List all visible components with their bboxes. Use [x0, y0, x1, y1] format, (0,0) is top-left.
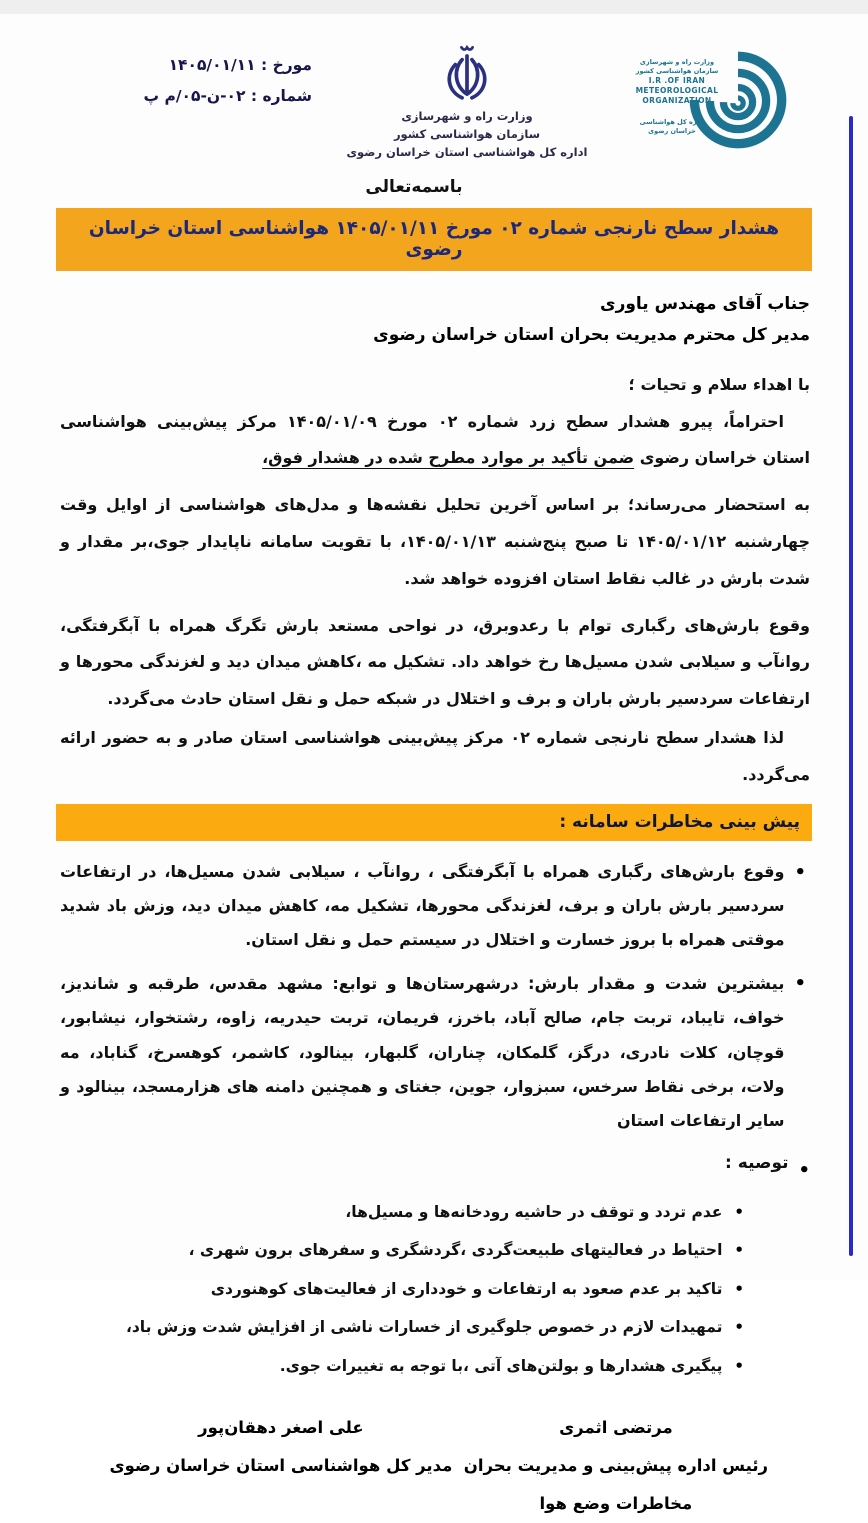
addressee-name: جناب آقای مهندس یاوری: [599, 294, 810, 315]
ministry-block: [312, 40, 622, 161]
irimo-en-line-2: METEOROLOGICAL: [635, 85, 719, 95]
recommendation-item: [60, 1352, 744, 1381]
recommendation-item: [60, 1236, 744, 1265]
irimo-logo: [622, 40, 802, 158]
signer-name: مرتضی اثمری: [559, 1417, 673, 1437]
signer-title-2: مخاطرات وضع هوا: [539, 1493, 693, 1513]
paragraph-1: [60, 404, 810, 478]
scan-edge: [0, 0, 868, 14]
recommendation-item: [60, 1198, 744, 1227]
bullet-icon: •: [734, 1318, 744, 1337]
bullet-icon: •: [794, 972, 806, 994]
recommendations-header: توصیه :: [725, 1152, 789, 1173]
paragraph-1-normal: احتراماً، پیرو هشدار سطح زرد شماره ۰۲ مورخ ۱۴۰۵/۰۱/۰۹ مرکز پیش‌بینی هواشناسی استان خراسان رضوی: [60, 411, 810, 468]
hazard-item-text: [60, 966, 784, 1139]
irimo-sub-text: [630, 118, 714, 136]
recommendations-header-row: [60, 1153, 810, 1189]
bullet-icon: •: [734, 1241, 744, 1260]
bullet-icon: •: [734, 1202, 744, 1221]
irimo-logo-text: [622, 58, 732, 106]
recommendation-text: تاکید بر عدم صعود به ارتفاعات و خودداری از فعالیت‌های کوهنوردی: [210, 1279, 723, 1298]
letter-header: [0, 0, 868, 161]
letter-number: شماره : ۰۲-ن-۰۵/م پ: [143, 87, 312, 105]
hazards-section-header: پیش بینی مخاطرات سامانه :: [56, 804, 812, 841]
hazard-item: [60, 855, 806, 958]
bullet-icon: •: [798, 1159, 810, 1181]
bullet-icon: •: [734, 1279, 744, 1298]
signature-director-general: [100, 1409, 462, 1523]
recommendation-item: [60, 1275, 744, 1304]
recommendation-text: عدم تردد و توقف در حاشیه رودخانه‌ها و مسیل‌ها،: [345, 1202, 723, 1221]
letter-date: مورخ : ۱۴۰۵/۰۱/۱۱: [168, 56, 312, 74]
irimo-fa-line-2: سازمان هواشناسی کشور: [635, 66, 719, 75]
hazard-item-text: وقوع بارش‌های رگباری همراه با آبگرفتگی ، روانآب ، سیلابی شدن مسیل‌ها، در ارتفاعات سردسیر بارش باران و برف، لغزندگی محورها، تشکیل مه، کاهش میدان دید، وزش باد شدید موقتی همراه با بروز خسارت و اختلال در سیستم حمل و نقل استان.: [60, 861, 785, 950]
iran-emblem-icon: [436, 40, 498, 104]
signer-name: علی اصغر دهقان‌پور: [198, 1417, 364, 1437]
hazard-list: [60, 841, 810, 1139]
besmele-line: باسمه‌تعالی: [365, 177, 463, 198]
hazard-item: [60, 966, 806, 1139]
recommendation-text: احتیاط در فعالیتهای طبیعت‌گردی ،گردشگری و سفرهای برون شهری ،: [188, 1241, 723, 1260]
irimo-sub-line-2: خراسان رضوی: [648, 127, 696, 136]
irimo-en-line-1: I.R .OF IRAN: [648, 75, 706, 85]
paragraph-4: لذا هشدار سطح نارنجی شماره ۰۲ مرکز پیش‌بینی هواشناسی استان صادر و به حضور ارائه می‌گردد.: [60, 728, 810, 784]
hazard-item-lead: بیشترین شدت و مقدار بارش:: [527, 973, 785, 993]
paragraph-3: وقوع بارش‌های رگباری توام با رعدوبرق، در نواحی مستعد بارش تگرگ همراه با آبگرفتگی، روانآب و سیلابی شدن مسیل‌ها رخ خواهد داد. تشکیل مه ،کاهش میدان دید و لغزندگی محورها و ارتفاعات سردسیر بارش باران و برف و اختلال در شبکه حمل و نقل استان حادث می‌گردد.: [60, 615, 810, 709]
paragraph-2: به استحضار می‌رساند؛ بر اساس آخرین تحلیل نقشه‌ها و مدل‌های هواشناسی از اوایل وقت چهارشنبه ۱۴۰۵/۰۱/۱۲ تا صبح پنج‌شنبه ۱۴۰۵/۰۱/۱۳، با تقویت سامانه ناپایدار جوی،بر مقدار و شدت بارش در غالب نقاط استان افزوده خواهد شد.: [60, 495, 810, 588]
irimo-fa-line-1: وزارت راه و شهرسازی: [639, 58, 715, 66]
hazards-section: [0, 841, 868, 1523]
ministry-line-1: وزارت راه و شهرسازی: [401, 109, 533, 123]
greeting-line: با اهداء سلام و تحیات ؛: [628, 374, 810, 394]
scan-blue-line: [849, 116, 853, 1256]
letter-meta: [74, 50, 312, 112]
recommendation-item: [60, 1313, 744, 1342]
ministry-line-3: اداره کل هواشناسی استان خراسان رضوی: [346, 144, 588, 159]
bullet-icon: •: [794, 861, 806, 883]
addressee-block: [60, 289, 810, 350]
recommendation-text: تمهیدات لازم در خصوص جلوگیری از خسارات ناشی از افزایش شدت وزش باد،: [125, 1318, 723, 1337]
irimo-en-line-3: ORGANIZATION: [642, 95, 712, 105]
irimo-sub-line-1: اداره کل هواشناسی: [639, 118, 705, 126]
signer-title: رئیس اداره پیش‌بینی و مدیریت بحران: [463, 1455, 769, 1475]
bullet-icon: •: [734, 1356, 744, 1375]
recommendations-list: [60, 1198, 810, 1381]
signature-forecast-chief: [462, 1409, 770, 1523]
ministry-lines: [312, 108, 622, 161]
signer-title: مدیر کل هواشناسی استان خراسان رضوی: [109, 1455, 453, 1475]
ministry-line-2: سازمان هواشناسی کشور: [393, 126, 541, 141]
recommendation-text: پیگیری هشدارها و بولتن‌های آتی ،با توجه به تغییرات جوی.: [279, 1356, 723, 1375]
hazard-item-body: درشهرستان‌ها و توابع: مشهد مقدس، طرقبه و شاندیز، خواف، تایباد، تربت جام، صالح آباد، باخرز، فریمان، تربت حیدریه، زاوه، رشتخوار، نیشابور، قوچان، کلات نادری، درگز، گلمکان، چناران، گلبهار، بینالود، کاشمر، کوهسرخ، گناباد، مه ولات، برخی نقاط سرخس، سبزوار، جوین، جغتای و همچنین دامنه های هزارمسجد، بینالود و سایر ارتفاعات استان: [60, 973, 785, 1131]
signatures-block: [60, 1409, 810, 1523]
orange-warning-title-bar: هشدار سطح نارنجی شماره ۰۲ مورخ ۱۴۰۵/۰۱/۱۱ هواشناسی استان خراسان رضوی: [56, 208, 812, 271]
paragraph-1-underlined: ضمن تأکید بر موارد مطرح شده در هشدار فوق،: [262, 448, 635, 468]
addressee-title: مدیر کل محترم مدیریت بحران استان خراسان رضوی: [373, 325, 810, 346]
letter-body: [0, 289, 868, 793]
